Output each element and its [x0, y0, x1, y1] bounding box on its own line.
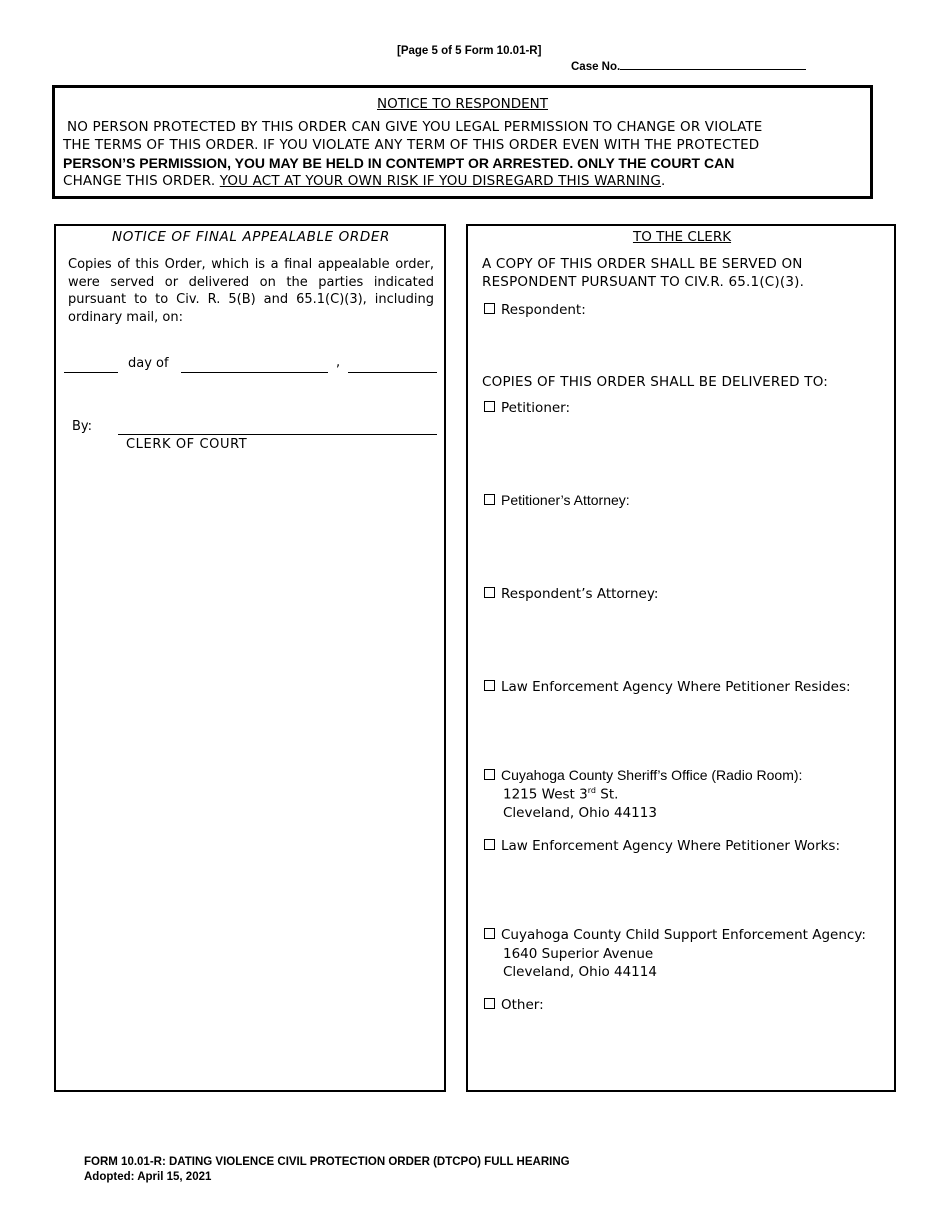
footer-form-title: FORM 10.01-R: DATING VIOLENCE CIVIL PROTECTION ORDER (DTCPO) FULL HEARING — [84, 1156, 570, 1168]
notice-line-3: PERSON’S PERMISSION, YOU MAY BE HELD IN CONTEMPT OR ARRESTED. ONLY THE COURT CAN — [63, 155, 735, 171]
notice-line-2: THE TERMS OF THIS ORDER. IF YOU VIOLATE ANY TERM OF THIS ORDER EVEN WITH THE PROTECTED — [63, 137, 760, 153]
year-blank[interactable] — [348, 372, 437, 373]
notice-to-respondent-box — [52, 85, 873, 199]
day-of-label: day of — [128, 356, 169, 371]
sheriff-city: Cleveland, Ohio 44113 — [503, 805, 657, 821]
petitioner-checkbox[interactable] — [484, 401, 495, 412]
csea-checkbox[interactable] — [484, 928, 495, 939]
respondent-attorney-checkbox[interactable] — [484, 587, 495, 598]
sheriff-checkbox[interactable] — [484, 769, 495, 780]
copies-heading: COPIES OF THIS ORDER SHALL BE DELIVERED TO: — [482, 374, 829, 390]
sheriff-option[interactable]: Cuyahoga County Sheriff’s Office (Radio Room): — [484, 767, 802, 783]
notice-line-1: NO PERSON PROTECTED BY THIS ORDER CAN GIVE YOU LEGAL PERMISSION TO CHANGE OR VIOLATE — [67, 119, 763, 135]
le-works-option[interactable]: Law Enforcement Agency Where Petitioner Works: — [484, 838, 840, 854]
page-label: [Page 5 of 5 Form 10.01-R] — [397, 45, 542, 57]
clerk-signature-line[interactable] — [118, 434, 437, 435]
final-order-body: Copies of this Order, which is a final appealable order, were served or delivered on the parties indicated pursuant to to Civ. R. 5(B) and 65.1(C)(3), including ordinary mail, on: — [68, 257, 434, 325]
petitioner-option[interactable]: Petitioner: — [484, 400, 570, 416]
by-label: By: — [72, 419, 93, 434]
final-appealable-order-box — [54, 224, 446, 1092]
csea-street: 1640 Superior Avenue — [503, 946, 654, 962]
warning-text: YOU ACT AT YOUR OWN RISK IF YOU DISREGARD THIS WARNING — [219, 173, 661, 189]
respondent-checkbox[interactable] — [484, 303, 495, 314]
le-works-checkbox[interactable] — [484, 839, 495, 850]
day-blank[interactable] — [64, 372, 118, 373]
sheriff-street: 1215 West 3rd St. — [503, 786, 619, 803]
csea-option[interactable]: Cuyahoga County Child Support Enforcement Agency: — [484, 927, 866, 943]
footer-adopted: Adopted: April 15, 2021 — [84, 1171, 212, 1183]
petitioner-attorney-option[interactable]: Petitioner’s Attorney: — [484, 492, 630, 508]
case-number-line — [620, 59, 806, 70]
respondent-option[interactable]: Respondent: — [484, 302, 586, 318]
other-option[interactable]: Other: — [484, 997, 544, 1013]
petitioner-attorney-checkbox[interactable] — [484, 494, 495, 505]
respondent-attorney-option[interactable]: Respondent’s Attorney: — [484, 586, 658, 602]
final-order-title: NOTICE OF FINAL APPEALABLE ORDER — [112, 229, 390, 245]
to-the-clerk-title: TO THE CLERK — [632, 229, 732, 245]
case-number-label: Case No. — [571, 61, 621, 73]
csea-city: Cleveland, Ohio 44114 — [503, 964, 657, 980]
notice-to-respondent-title: NOTICE TO RESPONDENT — [377, 96, 548, 112]
case-number-field[interactable] — [571, 59, 806, 73]
le-resides-checkbox[interactable] — [484, 680, 495, 691]
date-comma: , — [336, 355, 341, 370]
served-instruction: A COPY OF THIS ORDER SHALL BE SERVED ON RESPONDENT PURSUANT TO CIV.R. 65.1(C)(3). — [482, 256, 805, 290]
notice-line-4: CHANGE THIS ORDER. YOU ACT AT YOUR OWN RISK IF YOU DISREGARD THIS WARNING. — [63, 173, 666, 189]
clerk-of-court-label: CLERK OF COURT — [126, 437, 248, 452]
month-blank[interactable] — [181, 372, 328, 373]
other-checkbox[interactable] — [484, 998, 495, 1009]
le-resides-option[interactable]: Law Enforcement Agency Where Petitioner Resides: — [484, 679, 851, 695]
